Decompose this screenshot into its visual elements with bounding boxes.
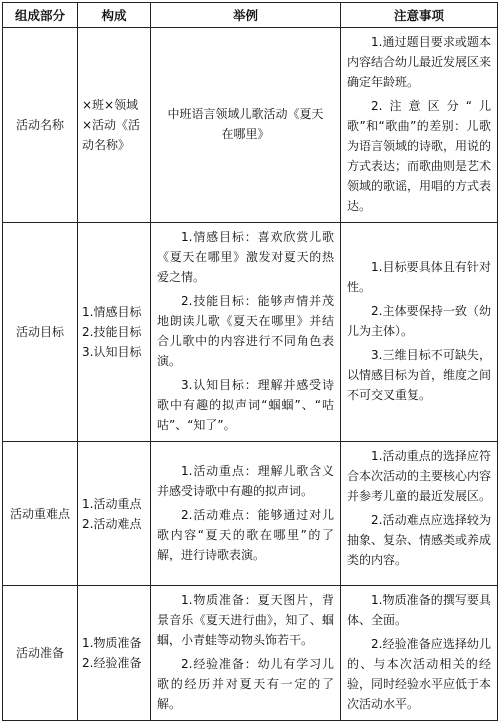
note-text: 2.主体要保持一致（幼儿为主体）。: [347, 304, 491, 338]
part-cell: 活动名称: [3, 28, 78, 223]
table-row: [3, 28, 498, 223]
note-text: 1.通过题目要求或题本内容结合幼儿最近发展区来确定年龄班。: [347, 35, 492, 89]
example-text: 1.情感目标：喜欢欣赏儿歌《夏天在哪里》激发对夏天的热爱之情。: [157, 230, 334, 284]
example-text: 2.经验准备：幼儿有学习儿歌的经历并对夏天有一定的了解。: [157, 657, 334, 711]
notes-cell: [341, 223, 498, 442]
example-cell: [151, 586, 341, 721]
part-cell: 活动重难点: [3, 442, 78, 586]
notes-cell: [341, 586, 498, 721]
composition-cell: [78, 442, 151, 586]
example-cell: [151, 28, 341, 223]
header-example: 举例: [151, 3, 341, 28]
note-text: 2.活动难点应选择较为抽象、复杂、情感类或养成类的内容。: [347, 513, 492, 567]
composition-line: 1.情感目标: [82, 305, 142, 319]
composition-cell: [78, 586, 151, 721]
note-text: 2.注意区分“儿歌”和“歌曲”的差别：儿歌为语言领域的诗歌，用说的方式表达；而歌曲则是艺术领域的歌谣，用唱的方式表达。: [347, 99, 492, 213]
example-text: 3.认知目标：理解并感受诗歌中有趣的拟声词“蝈蝈”、“咕咕”、“知了”。: [157, 378, 334, 432]
table-row: [3, 442, 498, 586]
header-composition: 构成: [78, 3, 151, 28]
table-row: [3, 586, 498, 721]
note-text: 1.物质准备的撰写要具体、全面。: [347, 593, 491, 627]
note-text: 1.活动重点的选择应符合本次活动的主要核心内容并参考儿童的最近发展区。: [347, 449, 492, 503]
composition-line: 动名称》: [82, 138, 131, 152]
composition-line: ×活动《活: [82, 118, 141, 132]
composition-line: 2.技能目标: [82, 325, 142, 339]
example-text: 1.物质准备：夏天图片，背景音乐《夏天进行曲》，知了、蝈蝈，小青蛙等动物头饰若干。: [157, 593, 334, 647]
composition-line: 2.活动难点: [82, 516, 142, 531]
header-notes: 注意事项: [341, 3, 498, 28]
notes-cell: [341, 28, 498, 223]
composition-line: 1.活动重点: [82, 496, 142, 511]
example-text: 中班语言领域儿歌活动《夏天在哪里》: [167, 107, 324, 141]
part-cell: 活动目标: [3, 223, 78, 442]
composition-line: 1.物质准备: [82, 636, 142, 650]
composition-line: ×班×领域: [82, 98, 139, 112]
example-text: 2.技能目标：能够声情并茂地朗读儿歌《夏天在哪里》并结合儿歌中的内容进行不同角色表演。: [157, 294, 334, 368]
composition-line: 2.经验准备: [82, 656, 142, 670]
composition-line: 3.认知目标: [82, 345, 142, 359]
composition-cell: [78, 223, 151, 442]
header-part: 组成部分: [3, 3, 78, 28]
notes-cell: [341, 442, 498, 586]
composition-cell: [78, 28, 151, 223]
note-text: 1.目标要具体且有针对性。: [347, 260, 491, 294]
note-text: 3.三维目标不可缺失，以情感目标为首，维度之间不可交叉重复。: [347, 348, 492, 402]
example-cell: [151, 442, 341, 586]
header-row: [3, 3, 498, 28]
part-cell: 活动准备: [3, 586, 78, 721]
example-text: 2.活动难点：能够通过对儿歌内容“夏天的歌在哪里”的了解，进行诗歌表演。: [157, 507, 334, 562]
example-cell: [151, 223, 341, 442]
activity-plan-table: [2, 2, 498, 721]
example-text: 1.活动重点：理解儿歌含义并感受诗歌中有趣的拟声词。: [157, 463, 334, 498]
note-text: 2.经验准备应选择幼儿的、与本次活动相关的经验，同时经验水平应低于本次活动水平。: [347, 637, 492, 711]
table-row: [3, 223, 498, 442]
